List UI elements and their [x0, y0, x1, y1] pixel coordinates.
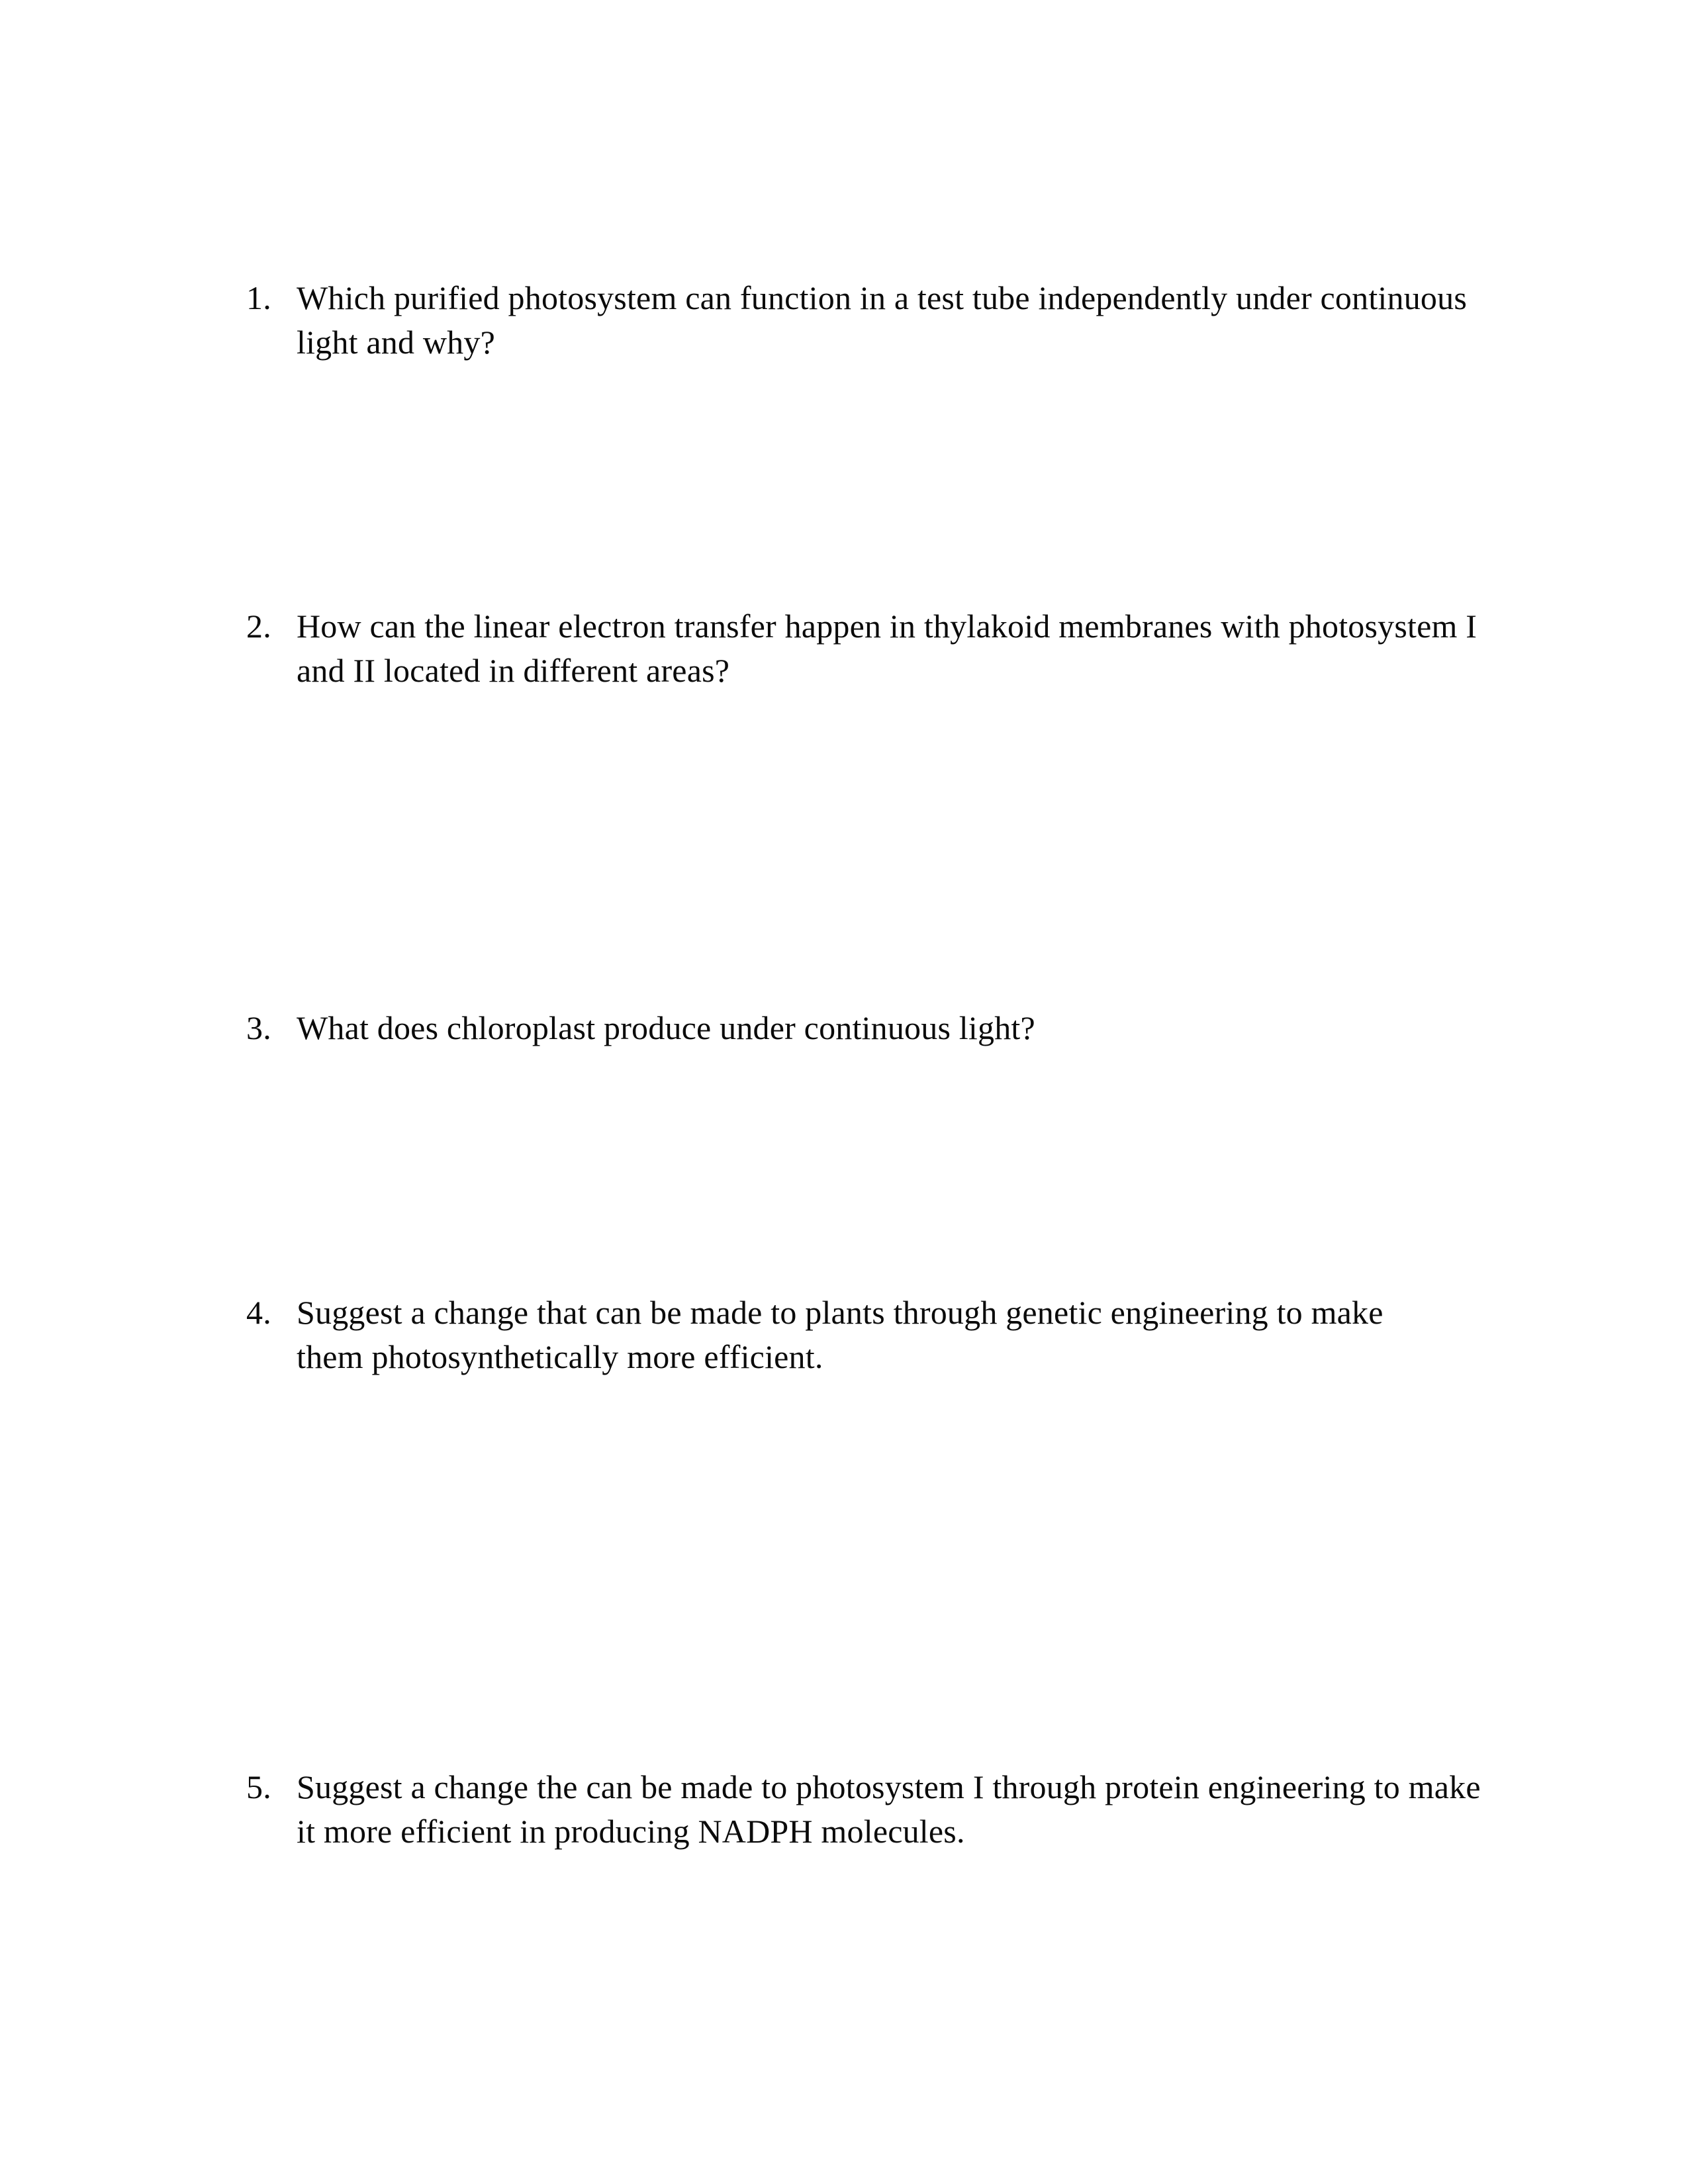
question-line: How can the linear electron transfer happen in thylakoid membranes with photosystem I [297, 608, 1477, 645]
question-line: it more efficient in producing NADPH molecules. [297, 1813, 965, 1850]
question-text [297, 1291, 1383, 1379]
question-line: and II located in different areas? [297, 652, 730, 689]
question-number: 5. [246, 1768, 271, 1805]
question-number: 3. [246, 1009, 271, 1046]
question-text [297, 604, 1477, 693]
question-line: Suggest a change that can be made to plants through genetic engineering to make [297, 1294, 1383, 1331]
question-item-3 [246, 1006, 1035, 1050]
question-item-1 [246, 276, 1467, 365]
question-number: 1. [246, 279, 271, 316]
question-number: 4. [246, 1294, 271, 1331]
question-item-2 [246, 604, 1477, 693]
question-line: Which purified photosystem can function in a test tube independently under continuous [297, 279, 1467, 316]
question-item-4 [246, 1291, 1383, 1379]
question-line: What does chloroplast produce under continuous light? [297, 1009, 1035, 1046]
question-line: Suggest a change the can be made to photosystem I through protein engineering to make [297, 1768, 1481, 1805]
question-line: them photosynthetically more efficient. [297, 1338, 823, 1375]
question-text [297, 1006, 1035, 1050]
question-text [297, 1765, 1481, 1854]
question-item-5 [246, 1765, 1481, 1854]
question-line: light and why? [297, 324, 495, 361]
question-number: 2. [246, 608, 271, 645]
question-text [297, 276, 1467, 365]
